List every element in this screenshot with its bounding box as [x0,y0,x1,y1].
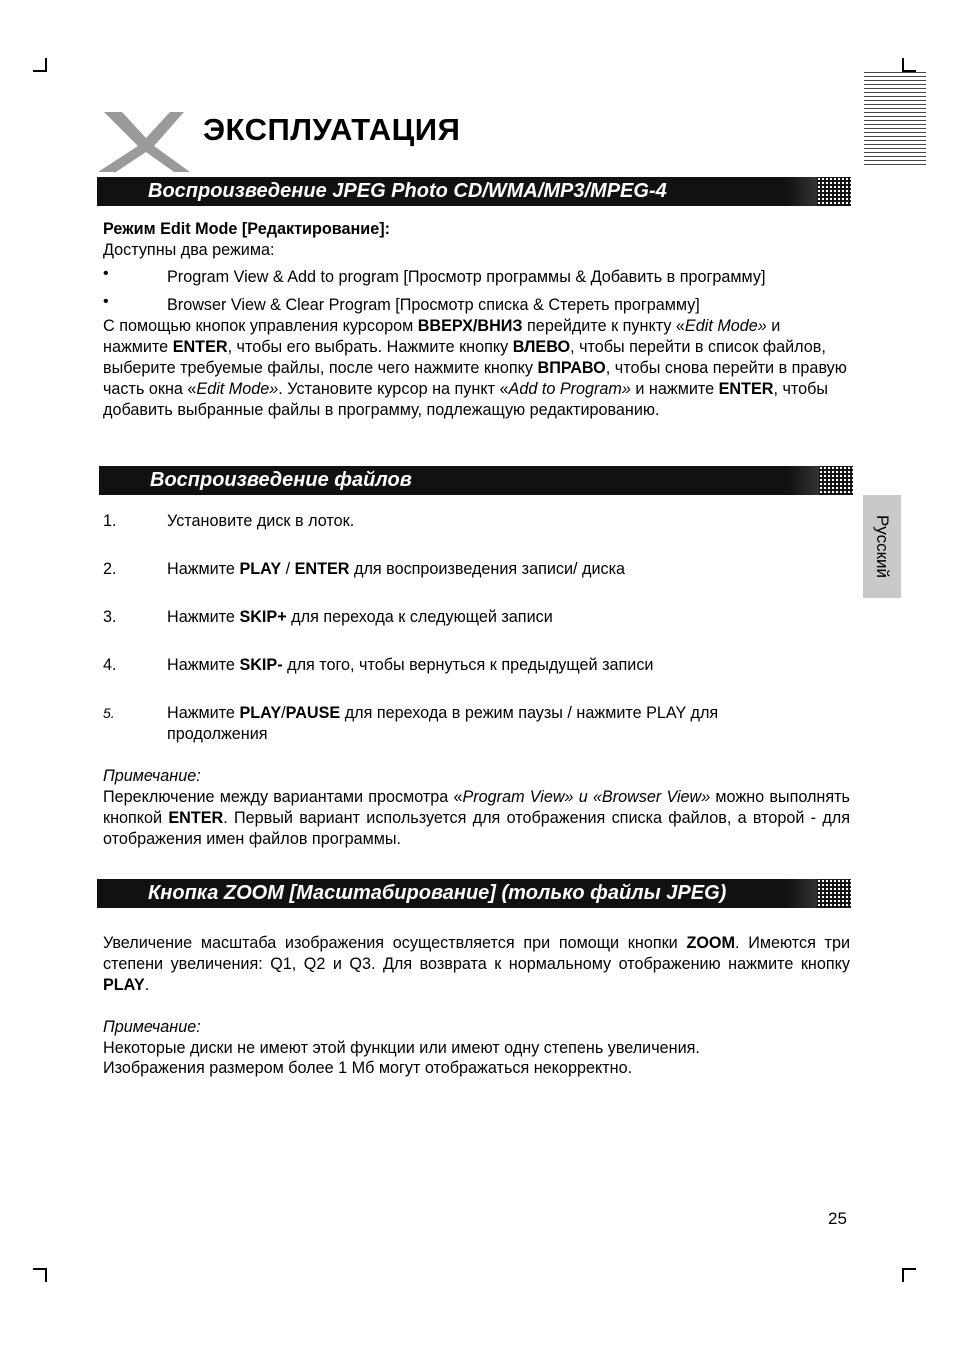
bullet-icon: • [103,265,109,282]
language-tab-label: Русский [873,514,892,579]
step-number: 2. [103,560,117,578]
bar-fade [789,466,819,495]
note-line: Некоторые диски не имеют этой функции или имеют одну степень увеличения. [103,1039,700,1057]
step-text: Нажмите PLAY / ENTER для воспроизведения записи/ диска [167,560,626,578]
bar-dots [819,466,853,495]
crop-mark-bottom-left [33,1268,47,1282]
bar-dots [817,879,851,908]
decorative-stripes [864,72,926,168]
section-header-zoom [97,879,851,908]
section-header-jpeg [97,177,851,206]
bar-fade [787,177,817,206]
page-number: 25 [828,1209,847,1228]
edit-mode-heading: Режим Edit Mode [Редактирование]: [103,220,390,238]
section-header-playback [99,466,853,495]
bar-dots [817,177,851,206]
step-number: 3. [103,608,117,626]
crop-mark-top-left [33,58,47,72]
step-number: 1. [103,512,117,530]
note-line: Изображения размером более 1 Мб могут отображаться некорректно. [103,1059,633,1077]
section-title: Кнопка ZOOM [Масштабирование] (только файлы JPEG) [148,882,727,904]
page-title: ЭКСПЛУАТАЦИЯ [203,112,461,147]
edit-mode-paragraph: С помощью кнопок управления курсором ВВЕРХ/ВНИЗ перейдите к пункту «Edit Mode» и нажмите ENTER, чтобы его выбрать. Нажмите кнопку ВЛЕВО, чтобы перейти в список файлов, выберите требуемые файлы, после чего нажмите кнопку ВПРАВО, чтобы снова перейти в правую часть окна «Edit Mode». Установите курсор на пункт «Add to Program» и нажмите ENTER, чтобы добавить выбранные файлы в программу, подлежащую редактированию. [103,317,847,419]
crop-mark-top-right [902,58,916,72]
bar-fade [787,879,817,908]
note-paragraph: Переключение между вариантами просмотра «Program View» и «Browser View» можно выполнять кнопкой ENTER. Первый вариант используется для отображения списка файлов, а второй - для отображения имен файлов программы. [103,788,850,848]
step-text: Нажмите SKIP+ для перехода к следующей записи [167,608,553,626]
step-text: Установите диск в лоток. [167,512,355,530]
step-number: 4. [103,656,117,674]
step-number: 5. [103,705,115,721]
note-label: Примечание: [103,767,201,785]
step-text: Нажмите PLAY/PAUSE для перехода в режим паузы / нажмите PLAY для продолжения [167,704,719,743]
section-title: Воспроизведение файлов [150,469,412,491]
note-label: Примечание: [103,1018,201,1036]
section-title: Воспроизведение JPEG Photo CD/WMA/MP3/MPEG-4 [148,180,667,202]
zoom-paragraph: Увеличение масштаба изображения осуществляется при помощи кнопки ZOOM. Имеются три степени увеличения: Q1, Q2 и Q3. Для возврата к нормальному отображению нажмите кнопку PLAY. [103,934,851,994]
bullet-item: Program View & Add to program [Просмотр программы & Добавить в программу] [167,268,766,286]
crop-mark-bottom-right [902,1268,916,1282]
bullet-item: Browser View & Clear Program [Просмотр списка & Стереть программу] [167,296,700,314]
edit-mode-intro: Доступны два режима: [103,241,275,259]
language-tab [863,495,901,598]
logo-letter: X [94,108,95,109]
step-text: Нажмите SKIP- для того, чтобы вернуться к предыдущей записи [167,656,654,674]
brand-logo [94,108,194,174]
bullet-icon: • [103,293,109,310]
